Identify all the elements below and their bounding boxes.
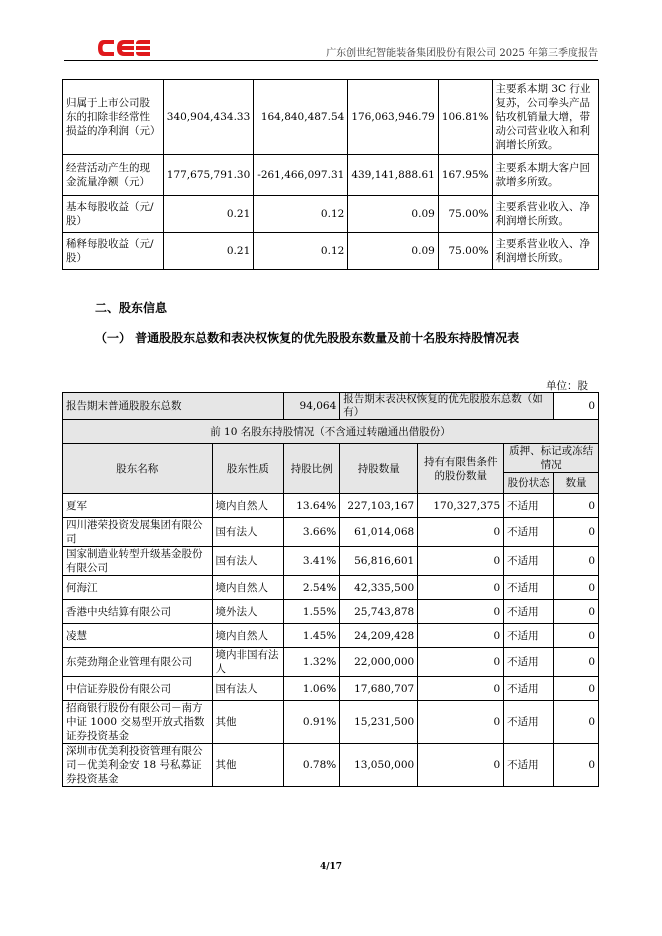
pledge-status: 不适用 — [504, 600, 554, 624]
restricted-qty: 0 — [418, 648, 504, 677]
holding-qty: 227,103,167 — [340, 494, 418, 518]
pledge-status: 不适用 — [504, 648, 554, 677]
change-value: 0.09 — [348, 196, 439, 233]
table-row — [63, 701, 599, 744]
change-value: 176,063,946.79 — [348, 80, 439, 155]
restricted-qty: 0 — [418, 624, 504, 648]
holding-qty: 25,743,878 — [340, 600, 418, 624]
holding-ratio: 1.06% — [284, 677, 340, 701]
table-row — [63, 600, 599, 624]
shareholder-nature: 其他 — [212, 744, 284, 787]
holding-qty: 17,680,707 — [340, 677, 418, 701]
change-value: 439,141,888.61 — [348, 155, 439, 196]
financial-indicators-table — [62, 79, 599, 270]
top10-title: 前 10 名股东持股情况（不含通过转融通出借股份） — [63, 420, 599, 444]
change-reason: 主要系营业收入、净利润增长所致。 — [492, 196, 598, 233]
change-reason: 主要系营业收入、净利润增长所致。 — [492, 233, 598, 270]
change-percent: 75.00% — [438, 233, 492, 270]
holding-ratio: 2.54% — [284, 576, 340, 600]
table-row — [63, 624, 599, 648]
shareholder-name: 中信证券股份有限公司 — [63, 677, 213, 701]
unit-label: 单位：股 — [546, 380, 588, 392]
pledge-status: 不适用 — [504, 677, 554, 701]
item-label: 归属于上市公司股东的扣除非经常性损益的净利润（元） — [63, 80, 164, 155]
change-percent: 106.81% — [438, 80, 492, 155]
table-row — [63, 420, 599, 444]
holding-ratio: 13.64% — [284, 494, 340, 518]
preferred-shareholders-value: 0 — [554, 393, 599, 420]
current-value: 0.21 — [163, 196, 254, 233]
table-row — [63, 233, 599, 270]
holding-qty: 15,231,500 — [340, 701, 418, 744]
col-header-ratio: 持股比例 — [284, 444, 340, 494]
table-row — [63, 547, 599, 576]
total-shareholders-label: 报告期末普通股股东总数 — [63, 393, 284, 420]
pledge-qty: 0 — [554, 624, 599, 648]
holding-qty: 13,050,000 — [340, 744, 418, 787]
pledge-status: 不适用 — [504, 624, 554, 648]
current-value: 0.21 — [163, 233, 254, 270]
holding-ratio: 0.91% — [284, 701, 340, 744]
holding-qty: 24,209,428 — [340, 624, 418, 648]
item-label: 经营活动产生的现金流量净额（元） — [63, 155, 164, 196]
pledge-qty: 0 — [554, 600, 599, 624]
pledge-status: 不适用 — [504, 494, 554, 518]
holding-qty: 61,014,068 — [340, 518, 418, 547]
col-header-pledge: 质押、标记或冻结情况 — [504, 444, 599, 473]
prior-value: 0.12 — [254, 233, 348, 270]
change-reason: 主要系本期大客户回款增多所致。 — [492, 155, 598, 196]
table-row — [63, 196, 599, 233]
pledge-status: 不适用 — [504, 547, 554, 576]
pledge-qty: 0 — [554, 576, 599, 600]
change-reason: 主要系本期 3C 行业复苏，公司拳头产品钻攻机销量大增，带动公司营业收入和利润增长所致。 — [492, 80, 598, 155]
top-shareholders-table — [62, 392, 599, 787]
pledge-qty: 0 — [554, 547, 599, 576]
holding-qty: 22,000,000 — [340, 648, 418, 677]
holding-ratio: 1.55% — [284, 600, 340, 624]
shareholder-name: 深圳市优美利投资管理有限公司－优美利金安 18 号私募证券投资基金 — [63, 744, 213, 787]
restricted-qty: 0 — [418, 576, 504, 600]
current-value: 340,904,434.33 — [163, 80, 254, 155]
section-title: 二、股东信息 — [95, 301, 168, 315]
shareholder-name: 夏军 — [63, 494, 213, 518]
company-logo — [96, 38, 152, 58]
shareholder-nature: 其他 — [212, 701, 284, 744]
restricted-qty: 0 — [418, 677, 504, 701]
shareholder-name: 凌慧 — [63, 624, 213, 648]
holding-ratio: 1.45% — [284, 624, 340, 648]
pledge-status: 不适用 — [504, 744, 554, 787]
shareholder-name: 国家制造业转型升级基金股份有限公司 — [63, 547, 213, 576]
shareholder-name: 四川港荣投资发展集团有限公司 — [63, 518, 213, 547]
change-percent: 75.00% — [438, 196, 492, 233]
preferred-shareholders-label: 报告期末表决权恢复的优先股股东总数（如有） — [340, 393, 554, 420]
restricted-qty: 0 — [418, 744, 504, 787]
shareholder-name: 何海江 — [63, 576, 213, 600]
restricted-qty: 0 — [418, 600, 504, 624]
item-label: 基本每股收益（元/股） — [63, 196, 164, 233]
shareholder-nature: 境内自然人 — [212, 576, 284, 600]
pledge-qty: 0 — [554, 744, 599, 787]
holding-qty: 56,816,601 — [340, 547, 418, 576]
page-number: 4/17 — [319, 862, 343, 872]
restricted-qty: 0 — [418, 518, 504, 547]
change-percent: 167.95% — [438, 155, 492, 196]
shareholder-name: 香港中央结算有限公司 — [63, 600, 213, 624]
change-value: 0.09 — [348, 233, 439, 270]
pledge-qty: 0 — [554, 677, 599, 701]
subsection-title: （一） 普通股股东总数和表决权恢复的优先股股东数量及前十名股东持股情况表 — [95, 331, 520, 345]
total-shareholders-value: 94,064 — [284, 393, 340, 420]
item-label: 稀释每股收益（元/股） — [63, 233, 164, 270]
shareholder-nature: 境内自然人 — [212, 624, 284, 648]
shareholder-nature: 境内非国有法人 — [212, 648, 284, 677]
holding-ratio: 0.78% — [284, 744, 340, 787]
pledge-qty: 0 — [554, 648, 599, 677]
table-row — [63, 80, 599, 155]
holding-ratio: 1.32% — [284, 648, 340, 677]
table-row — [63, 744, 599, 787]
report-header-title: 广东创世纪智能装备集团股份有限公司 2025 年第三季度报告 — [326, 48, 598, 59]
holding-ratio: 3.41% — [284, 547, 340, 576]
col-header-qty: 持股数量 — [340, 444, 418, 494]
table-row — [63, 677, 599, 701]
table-row — [63, 155, 599, 196]
restricted-qty: 0 — [418, 701, 504, 744]
table-header-row — [63, 444, 599, 473]
col-header-nature: 股东性质 — [212, 444, 284, 494]
pledge-status: 不适用 — [504, 701, 554, 744]
pledge-qty: 0 — [554, 494, 599, 518]
pledge-status: 不适用 — [504, 576, 554, 600]
shareholder-nature: 国有法人 — [212, 677, 284, 701]
col-header-restricted: 持有有限售条件的股份数量 — [418, 444, 504, 494]
table-row — [63, 518, 599, 547]
shareholder-name: 招商银行股份有限公司－南方中证 1000 交易型开放式指数证券投资基金 — [63, 701, 213, 744]
shareholder-nature: 国有法人 — [212, 547, 284, 576]
col-header-name: 股东名称 — [63, 444, 213, 494]
shareholder-name: 东莞劲翔企业管理有限公司 — [63, 648, 213, 677]
pledge-status: 不适用 — [504, 518, 554, 547]
table-row — [63, 494, 599, 518]
col-header-pledge-qty: 数量 — [554, 473, 599, 494]
prior-value: 0.12 — [254, 196, 348, 233]
shareholder-nature: 境内自然人 — [212, 494, 284, 518]
table-row — [63, 576, 599, 600]
prior-value: 164,840,487.54 — [254, 80, 348, 155]
col-header-pledge-status: 股份状态 — [504, 473, 554, 494]
shareholder-nature: 国有法人 — [212, 518, 284, 547]
pledge-qty: 0 — [554, 701, 599, 744]
table-row — [63, 648, 599, 677]
prior-value: -261,466,097.31 — [254, 155, 348, 196]
restricted-qty: 0 — [418, 547, 504, 576]
holding-ratio: 3.66% — [284, 518, 340, 547]
header-divider — [64, 60, 598, 61]
pledge-qty: 0 — [554, 518, 599, 547]
holding-qty: 42,335,500 — [340, 576, 418, 600]
shareholder-nature: 境外法人 — [212, 600, 284, 624]
current-value: 177,675,791.30 — [163, 155, 254, 196]
restricted-qty: 170,327,375 — [418, 494, 504, 518]
table-row — [63, 393, 599, 420]
